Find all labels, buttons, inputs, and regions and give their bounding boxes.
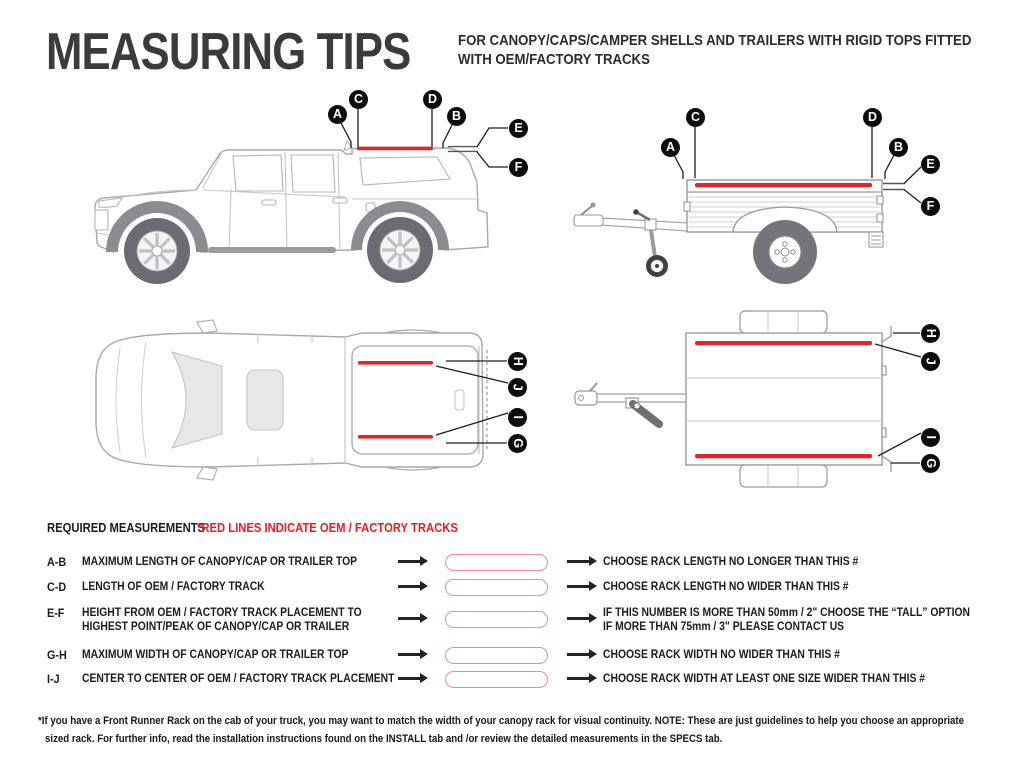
- measurement-description: CENTER TO CENTER OF OEM / FACTORY TRACK PLACEMENT: [82, 673, 395, 685]
- truck-top-illustration: [85, 312, 545, 502]
- arrow-icon: [567, 560, 589, 563]
- measurement-description: MAXIMUM WIDTH OF CANOPY/CAP OR TRAILER TOP: [82, 649, 349, 661]
- page-title: [46, 22, 480, 82]
- measurement-id: C-D: [47, 580, 67, 594]
- measurement-row-ef: [0, 606, 1024, 636]
- measurement-field-oval: [445, 611, 548, 628]
- trailer-label-badge-c: C: [686, 108, 705, 127]
- arrow-icon: [567, 617, 589, 620]
- trailer-label-badge-f: F: [921, 197, 940, 216]
- trailer-top-label-badge-g: G: [921, 454, 940, 473]
- arrow-icon: [567, 677, 589, 680]
- page-subtitle: [458, 31, 1024, 69]
- top-label-badge-g: G: [508, 434, 527, 453]
- trailer-label-badge-d: D: [863, 108, 882, 127]
- top-label-badge-i: I: [508, 408, 527, 427]
- measurement-result: CHOOSE RACK WIDTH NO WIDER THAN THIS #: [603, 649, 840, 661]
- measurement-row-ij: [0, 672, 1024, 702]
- label-badge-a: A: [328, 105, 347, 124]
- subtitle-line-2: WITH OEM/FACTORY TRACKS: [458, 51, 650, 68]
- measurement-description: MAXIMUM LENGTH OF CANOPY/CAP OR TRAILER TOP: [82, 556, 358, 568]
- arrow-icon: [398, 585, 420, 588]
- measurement-field-oval: [445, 647, 548, 664]
- trailer-label-badge-a: A: [661, 138, 680, 157]
- arrow-icon: [398, 617, 420, 620]
- measurement-result: CHOOSE RACK WIDTH AT LEAST ONE SIZE WIDER THAN THIS #: [603, 673, 926, 685]
- measurement-result: IF THIS NUMBER IS MORE THAN 50mm / 2" CHOOSE THE “TALL” OPTION IF MORE THAN 75mm / 3" PLEASE CONTACT US: [603, 607, 971, 633]
- trailer-top-label-badge-i: I: [921, 428, 940, 447]
- measurement-field-oval: [445, 579, 548, 596]
- arrow-icon: [398, 560, 420, 563]
- red-lines-note: *RED LINES INDICATE OEM / FACTORY TRACKS: [197, 521, 458, 535]
- measurement-id: I-J: [47, 672, 60, 686]
- trailer-label-badge-e: E: [921, 155, 940, 174]
- arrow-icon: [398, 677, 420, 680]
- measurement-description: HEIGHT FROM OEM / FACTORY TRACK PLACEMENT TO HIGHEST POINT/PEAK OF CANOPY/CAP OR TRAILER: [82, 607, 362, 633]
- page-title-text: MEASURING TIPS: [46, 23, 411, 81]
- required-measurements-label: REQUIRED MEASUREMENTS: [47, 521, 206, 535]
- measurement-field-oval: [445, 554, 548, 571]
- label-badge-e: E: [509, 119, 528, 138]
- measurement-description: LENGTH OF OEM / FACTORY TRACK: [82, 581, 265, 593]
- measurement-result: CHOOSE RACK LENGTH NO LONGER THAN THIS #: [603, 556, 859, 568]
- subtitle-line-1: FOR CANOPY/CAPS/CAMPER SHELLS AND TRAILERS WITH RIGID TOPS FITTED: [458, 32, 972, 49]
- measurement-id: A-B: [47, 555, 67, 569]
- footer-line-1: *If you have a Front Runner Rack on the cab of your truck, you may want to match the width of your canopy rack for visual continuity. NOTE: These are just guidelines to help you choose an appropriate: [38, 715, 965, 727]
- label-badge-f: F: [509, 158, 528, 177]
- footer-line-2: sized rack. For further info, read the installation instructions found on the INSTALL tab and /or review the detailed measurements in the SPECS tab.: [45, 733, 723, 745]
- measurement-result: CHOOSE RACK LENGTH NO WIDER THAN THIS #: [603, 581, 849, 593]
- label-badge-d: D: [423, 90, 442, 109]
- footer-note: [38, 711, 1024, 747]
- top-label-badge-h: H: [508, 352, 527, 371]
- arrow-icon: [398, 653, 420, 656]
- top-label-badge-j: J: [508, 378, 527, 397]
- trailer-top-illustration: [570, 298, 1024, 498]
- trailer-top-label-badge-h: H: [921, 324, 940, 343]
- measurement-id: G-H: [47, 648, 67, 662]
- measurement-id: E-F: [47, 606, 65, 620]
- trailer-label-badge-b: B: [889, 138, 908, 157]
- trailer-side-illustration: [560, 95, 1024, 295]
- trailer-top-label-badge-j: J: [921, 352, 940, 371]
- label-badge-c: C: [349, 90, 368, 109]
- measurement-field-oval: [445, 671, 548, 688]
- truck-side-illustration: [75, 90, 545, 295]
- label-badge-b: B: [447, 107, 466, 126]
- arrow-icon: [567, 585, 589, 588]
- arrow-icon: [567, 653, 589, 656]
